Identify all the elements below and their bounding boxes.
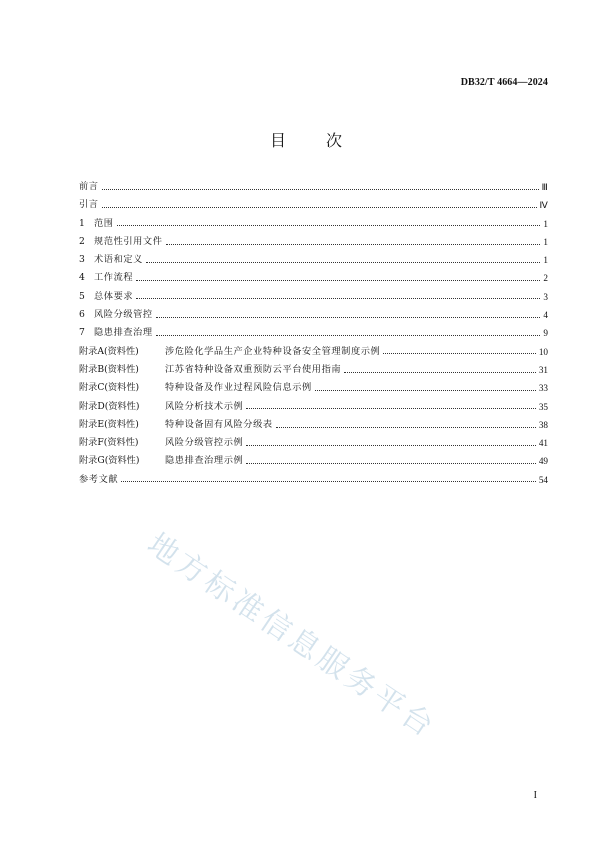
toc-entry[interactable] <box>79 178 548 196</box>
toc-entry-page: 1 <box>543 218 548 229</box>
toc-entry-number: 附录D(资料性) <box>79 400 140 412</box>
toc-dot-leader <box>246 463 536 464</box>
toc-entry-number: 附录B(资料性) <box>79 363 139 375</box>
toc-entry[interactable] <box>79 288 548 306</box>
toc-entry-title: 前言 <box>79 181 99 192</box>
toc-entry-title: 隐患排查治理 <box>94 327 153 339</box>
title-char-1: 目 <box>269 131 286 150</box>
toc-entry[interactable] <box>79 379 548 397</box>
toc-entry[interactable] <box>79 452 548 470</box>
toc-entry-title: 引言 <box>79 199 99 211</box>
toc-entry-label-group <box>79 361 341 379</box>
toc-entry-number: 附录E(资料性) <box>79 418 139 430</box>
toc-entry-title: 隐患排查治理示例 <box>165 455 244 467</box>
toc-entry-page: 33 <box>538 383 548 394</box>
toc-entry-label-group <box>79 196 99 214</box>
toc-entry[interactable] <box>79 471 548 489</box>
toc-entry[interactable] <box>79 343 548 361</box>
toc-entry-number: 4 <box>79 272 85 284</box>
page-number: I <box>533 790 537 801</box>
toc-entry-title: 特种设备及作业过程风险信息示例 <box>165 382 312 394</box>
table-of-contents <box>79 178 548 489</box>
toc-entry-number: 5 <box>79 290 85 302</box>
toc-entry-number: 1 <box>79 217 85 229</box>
toc-entry-page: 1 <box>543 255 548 266</box>
toc-entry[interactable] <box>79 269 548 287</box>
toc-entry-title: 总体要求 <box>94 290 134 302</box>
toc-entry[interactable] <box>79 361 548 379</box>
toc-entry-number: 附录G(资料性) <box>79 455 140 467</box>
toc-entry-label-group <box>79 379 312 397</box>
toc-entry-number: 2 <box>79 235 85 247</box>
toc-dot-leader <box>166 244 541 245</box>
toc-dot-leader <box>102 207 537 208</box>
toc-entry-title: 术语和定义 <box>94 254 143 266</box>
toc-dot-leader <box>344 372 536 373</box>
toc-dot-leader <box>102 189 539 190</box>
toc-entry[interactable] <box>79 251 548 269</box>
page-title <box>0 128 612 151</box>
toc-entry-label-group <box>79 269 133 287</box>
toc-dot-leader <box>246 445 536 446</box>
toc-entry-page: 2 <box>543 273 548 284</box>
toc-dot-leader <box>136 298 540 299</box>
toc-entry-page: 4 <box>543 310 548 321</box>
toc-entry-page: 3 <box>543 291 548 302</box>
toc-entry-page: 38 <box>538 419 548 430</box>
toc-entry-label-group <box>79 398 243 416</box>
toc-entry-number: 附录A(资料性) <box>79 345 139 357</box>
toc-entry-label-group <box>79 434 243 452</box>
toc-entry-number: 附录C(资料性) <box>79 382 140 394</box>
toc-entry-page: 54 <box>538 474 548 485</box>
toc-entry-label-group <box>79 215 114 233</box>
toc-entry-page: 9 <box>543 328 548 339</box>
toc-entry[interactable] <box>79 416 548 434</box>
toc-entry-title: 工作流程 <box>94 272 134 284</box>
toc-entry-page: 10 <box>538 346 548 357</box>
toc-entry-title: 参考文献 <box>79 473 119 485</box>
toc-entry-title: 风险分级管控 <box>94 309 153 321</box>
toc-entry-title: 规范性引用文件 <box>94 235 163 247</box>
toc-entry[interactable] <box>79 324 548 342</box>
toc-entry-label-group <box>79 288 133 306</box>
toc-entry[interactable] <box>79 233 548 251</box>
toc-dot-leader <box>315 390 536 391</box>
title-char-2: 次 <box>326 131 343 150</box>
toc-entry-label-group <box>79 251 143 269</box>
toc-entry-page: 1 <box>543 236 548 247</box>
toc-dot-leader <box>156 317 541 318</box>
toc-entry-page: Ⅳ <box>539 200 548 211</box>
toc-entry-number: 3 <box>79 254 85 266</box>
toc-entry[interactable] <box>79 434 548 452</box>
toc-entry-number: 7 <box>79 327 85 339</box>
toc-entry-label-group <box>79 306 153 324</box>
toc-dot-leader <box>117 225 541 226</box>
toc-entry-label-group <box>79 343 380 361</box>
toc-entry-title: 范围 <box>94 217 114 229</box>
toc-entry[interactable] <box>79 215 548 233</box>
toc-dot-leader <box>146 262 540 263</box>
toc-dot-leader <box>121 481 536 482</box>
toc-entry-label-group <box>79 324 153 342</box>
standard-code: DB32/T 4664—2024 <box>460 77 548 88</box>
watermark: 地方标准信息服务平台 <box>140 526 443 746</box>
toc-entry-title: 风险分级管控示例 <box>165 437 244 449</box>
toc-dot-leader <box>276 427 536 428</box>
toc-dot-leader <box>383 353 535 354</box>
toc-entry-number: 附录F(资料性) <box>79 437 139 449</box>
toc-entry-title: 特种设备固有风险分级表 <box>165 418 273 430</box>
toc-entry-title: 涉危险化学品生产企业特种设备安全管理制度示例 <box>165 345 381 357</box>
toc-entry-page: 49 <box>538 456 548 467</box>
toc-entry-page: Ⅲ <box>541 182 548 192</box>
toc-entry[interactable] <box>79 196 548 214</box>
toc-dot-leader <box>156 335 541 336</box>
toc-entry[interactable] <box>79 398 548 416</box>
toc-entry-label-group <box>79 416 273 434</box>
toc-dot-leader <box>246 408 536 409</box>
toc-entry-title: 风险分析技术示例 <box>165 400 244 412</box>
toc-entry-label-group <box>79 452 243 470</box>
toc-dot-leader <box>136 280 540 281</box>
toc-entry-label-group <box>79 233 163 251</box>
toc-entry-title: 江苏省特种设备双重预防云平台使用指南 <box>165 363 342 375</box>
toc-entry-number: 6 <box>79 309 85 321</box>
toc-entry[interactable] <box>79 306 548 324</box>
toc-entry-label-group <box>79 471 118 489</box>
toc-entry-page: 41 <box>538 438 548 449</box>
toc-entry-page: 31 <box>538 364 548 375</box>
toc-entry-page: 35 <box>538 401 548 412</box>
toc-entry-label-group <box>79 178 99 196</box>
